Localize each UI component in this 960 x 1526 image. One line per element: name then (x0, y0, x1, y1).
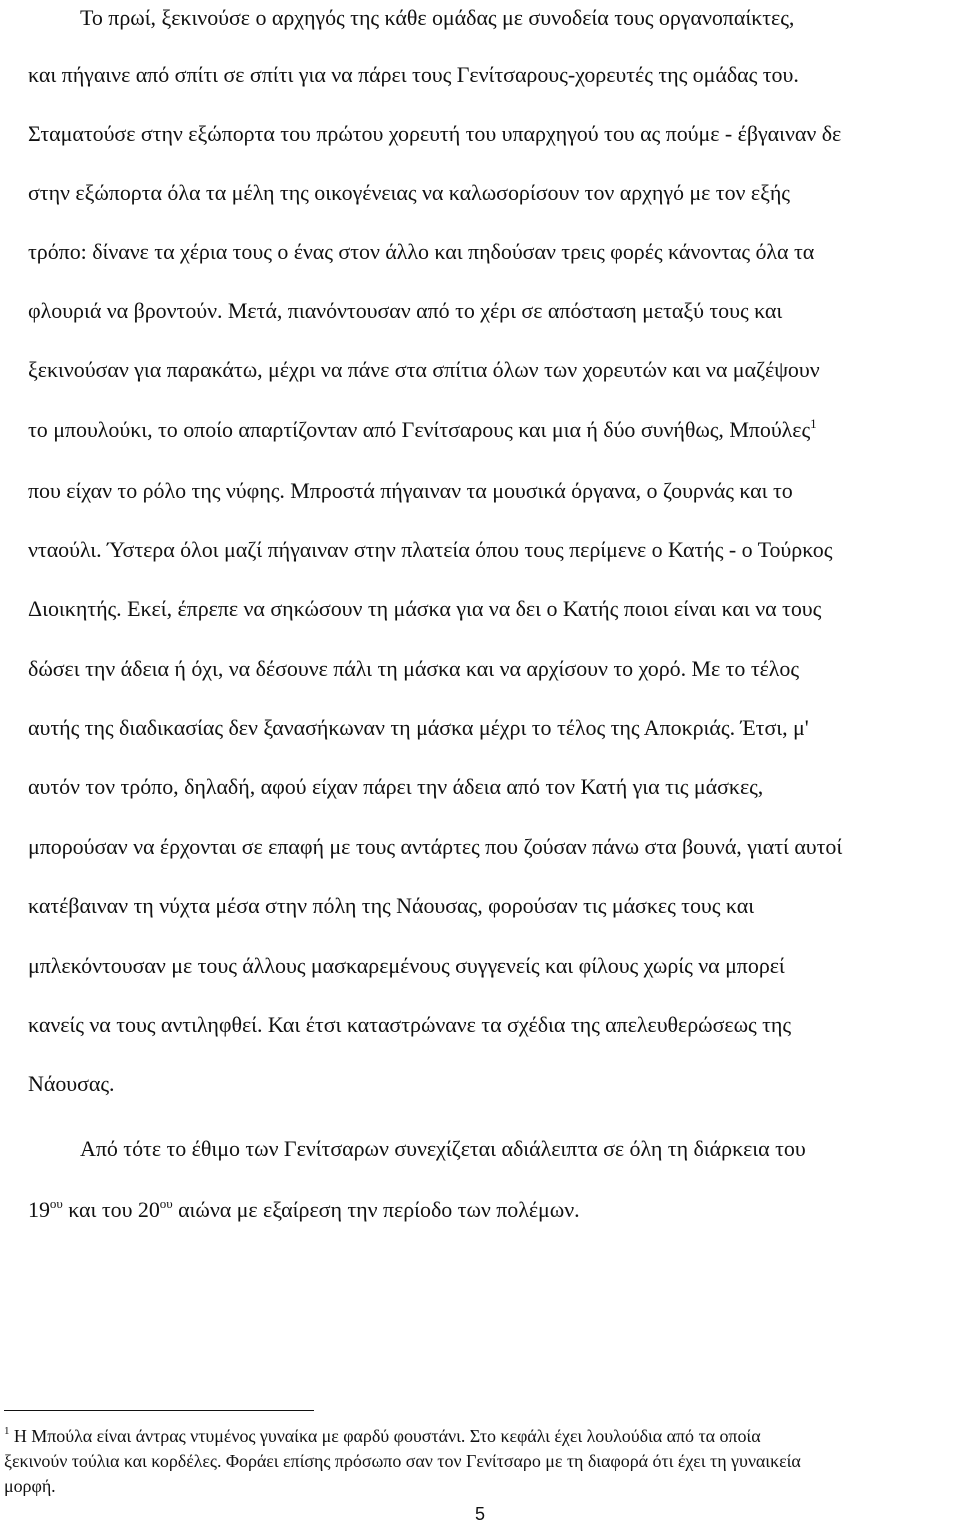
body-line-9: που είχαν το ρόλο της νύφης. Μπροστά πήγαιναν τα μουσικά όργανα, ο ζουρνάς και το (28, 478, 793, 503)
page-number: 5 (474, 1504, 485, 1524)
footnote-line-3: μορφή. (4, 1476, 56, 1496)
body-line-8 (28, 416, 817, 444)
body-line-3: Σταματούσε στην εξώπορτα του πρώτου χορευτή του υπαρχηγού του ας πούμε - έβγαιναν δε (28, 121, 842, 146)
footnote-reference: 1 (810, 416, 817, 431)
body-line-7: ξεκινούσαν για παρακάτω, μέχρι να πάνε στα σπίτια όλων των χορευτών και να μαζέψουν (28, 357, 820, 382)
footnote-line-1-text: Η Μπούλα είναι άντρας ντυμένος γυναίκα με φαρδύ φουστάνι. Στο κεφάλι έχει λουλούδια από τα οποία (9, 1426, 761, 1446)
paragraph-2-line-2 (28, 1196, 580, 1224)
footnote-line-2: ξεκινούν τούλια και κορδέλες. Φοράει επίσης πρόσωπο σαν τον Γενίτσαρο με τη διαφορά ότι έχει τη γυναικεία (4, 1451, 801, 1471)
body-line-14: αυτόν τον τρόπο, δηλαδή, αφού είχαν πάρει την άδεια από τον Κατή για τις μάσκες, (28, 774, 764, 799)
century-20: 20 (137, 1197, 160, 1222)
body-line-17: μπλεκόντουσαν με τους άλλους μασκαρεμένους συγγενείς και φίλους χωρίς να μπορεί (28, 953, 785, 978)
body-line-6: φλουριά να βροντούν. Μετά, πιανόντουσαν από το χέρι σε απόσταση μεταξύ τους και (28, 298, 783, 323)
body-line-16: κατέβαιναν τη νύχτα μέσα στην πόλη της Νάουσας, φορούσαν τις μάσκες τους και (28, 893, 755, 918)
footnote-marker: 1 (4, 1425, 10, 1437)
century-19: 19 (28, 1197, 50, 1222)
body-line-12: δώσει την άδεια ή όχι, να δέσουνε πάλι τη μάσκα και να αρχίσουν το χορό. Με το τέλος (28, 656, 800, 681)
footnote-line-1 (4, 1425, 761, 1447)
footnote-separator (4, 1410, 314, 1411)
body-line-18: κανείς να τους αντιληφθεί. Και έτσι καταστρώνανε τα σχέδια της απελευθερώσεως της (28, 1012, 792, 1037)
body-line-19: Νάουσας. (28, 1071, 115, 1096)
body-line-11: Διοικητής. Εκεί, έπρεπε να σηκώσουν τη μάσκα για να δει ο Κατής ποιοι είναι και να τους (28, 596, 822, 621)
body-line-2: και πήγαινε από σπίτι σε σπίτι για να πάρει τους Γενίτσαρους-χορευτές της ομάδας του. (28, 62, 799, 87)
century-19-suffix: ου (49, 1196, 63, 1211)
paragraph-2-ending: αιώνα με εξαίρεση την περίοδο των πολέμων. (172, 1197, 580, 1222)
body-line-15: μπορούσαν να έρχονται σε επαφή με τους αντάρτες που ζούσαν πάνω στα βουνά, γιατί αυτοί (28, 834, 843, 859)
body-line-8-text: το μπουλούκι, το οποίο απαρτίζονταν από Γενίτσαρους και μια ή δύο συνήθως, Μπούλες (28, 417, 811, 442)
paragraph-2-connector: και του (62, 1197, 138, 1222)
century-20-suffix: ου (159, 1196, 173, 1211)
body-line-10: νταούλι. Ύστερα όλοι μαζί πήγαιναν στην πλατεία όπου τους περίμενε ο Κατής - ο Τούρκος (28, 537, 833, 562)
body-line-4: στην εξώπορτα όλα τα μέλη της οικογένειας να καλωσορίσουν τον αρχηγό με τον εξής (28, 180, 790, 205)
paragraph-2-line-1: Από τότε το έθιμο των Γενίτσαρων συνεχίζεται αδιάλειπτα σε όλη τη διάρκεια του (80, 1136, 806, 1161)
body-line-1: Το πρωί, ξεκινούσε ο αρχηγός της κάθε ομάδας με συνοδεία τους οργανοπαίκτες, (80, 5, 795, 30)
body-line-5: τρόπο: δίνανε τα χέρια τους ο ένας στον άλλο και πηδούσαν τρεις φορές κάνοντας όλα τα (28, 239, 815, 264)
body-line-13: αυτής της διαδικασίας δεν ξανασήκωναν τη μάσκα μέχρι το τέλος της Αποκριάς. Έτσι, μ' (28, 715, 809, 740)
